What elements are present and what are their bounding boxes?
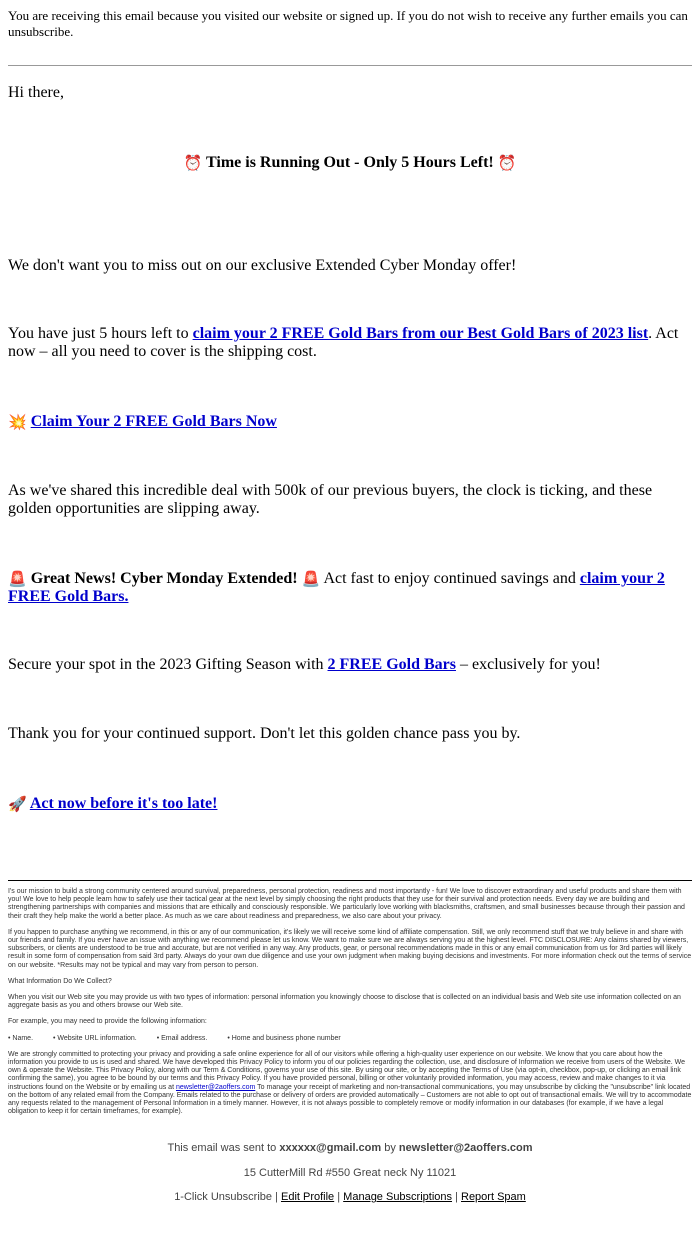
offer-paragraph [8,325,692,361]
sent-to-line [8,1141,692,1155]
alarm-clock-icon: ⏰ [183,156,203,172]
separator: | [272,1191,281,1203]
thanks-paragraph: Thank you for your continued support. Don't let this golden chance pass you by. [8,725,521,742]
info-text: When you visit our Web site you may provide us with two types of information: personal information you knowingly choose to disclose that is collected on an individual basis and Web site use information collected on an aggregate basis as you and others browse our Web site. [8,994,681,1010]
recipient-email: xxxxxx@gmail.com [279,1142,382,1154]
headline [8,153,692,173]
claim-now-link[interactable]: Claim Your 2 FREE Gold Bars Now [30,413,277,430]
legal-section [8,888,692,1124]
sent-by: by [381,1142,399,1154]
intro-paragraph: We don't want you to miss out on our exclusive Extended Cyber Monday offer! [8,257,517,274]
header-divider [8,65,692,66]
free-gold-bars-link[interactable]: 2 FREE Gold Bars [327,656,456,673]
cta-act-now [8,795,692,813]
separator: | [452,1191,461,1203]
newsletter-email-link[interactable]: newsletter@2aoffers.com [175,1083,256,1091]
unsubscribe-notice: You are receiving this email because you visited our website or signed up. If you do not wish to receive any further emails you can unsubscribe. [8,8,688,39]
info-list [8,1035,692,1043]
sparkle-icon: 💥 [8,415,27,431]
list-item: • Name. [8,1034,34,1042]
headline-text: Time is Running Out - Only 5 Hours Left! [205,154,494,171]
mission-text: I's our mission to build a strong community centered around survival, preparedness, personal protection, readiness and most importantly - fun! We love to discover extraordinary and useful products and share them with you! We love to help people learn how to safely use their tactical gear at the next level by simply choosing the right products that they use for their survival and protection needs. Every day we are building and strengthening partnerships with companies and missions that are ethically and consciously responsible. We particularly love working with blacksmiths, craftsmen, and small businesses because through their passion and their craft they help make the world a better place. As much as we care about readiness and preparedness, we also care about your privacy. [8,888,685,920]
list-item: • Home and business phone number [227,1034,341,1042]
offer-text-after: . Act now – all you need to cover is the shipping cost. [8,325,679,360]
claim-gold-bars-link[interactable]: claim your 2 FREE Gold Bars from our Best Gold Bars of 2023 list [192,325,649,342]
extended-text: Act fast to enjoy continued savings and [320,570,580,587]
extended-paragraph [8,570,692,606]
rocket-icon: 🚀 [8,797,27,813]
siren-icon: 🚨 [8,572,27,588]
gifting-text-after: – exclusively for you! [455,656,601,673]
cta-claim-now [8,413,692,431]
privacy-text-after: To manage your receipt of marketing and non-transactional communications, you may unsubscribe by clicking the "unsubscribe" link located on the bottom of any related email from the Company. Emails related to the purchase or delivery of orders are provided automatically – Customers are not able to opt out of transactional emails. We will try to accommodate any requests related to the management of Personal Information in a timely manner. However, it is not always possible to completely remove or modify information in our databases (for example, if we have a legal obligation to keep it for certain timeframes, for example). [8,1083,692,1116]
alarm-clock-icon: ⏰ [497,156,517,172]
one-click-unsubscribe[interactable]: 1-Click Unsubscribe [174,1191,272,1203]
claim-gold-bars-link-2[interactable]: claim your 2 FREE Gold Bars. [8,570,665,605]
edit-profile-link[interactable]: Edit Profile [280,1191,335,1203]
greeting: Hi there, [8,84,64,101]
legal-divider [8,880,692,881]
gifting-paragraph [8,656,692,674]
manage-subscriptions-link[interactable]: Manage Subscriptions [343,1191,453,1203]
privacy-text-before: We are strongly committed to protecting your privacy and providing a safe online experience for all of our visitors while offering a high-quality user experience on our website. We know that you care about how the information you provide to us is used and shared. We have developed this Privacy Policy to inform you of our policies regarding the collection, use, and disclosure of Information we receive from users of the Website. We own & operate the Website. This Privacy Policy, along with our Term & Conditions, governs your use of this site. By using our site, or by accepting the Terms of Use (via opt-in, checkbox, pop-up, or clicking an email link confirming the same), you agree to be bound by our terms and this Privacy Policy. If you have provided personal, billing or other voluntarily provided information, you may access, review and make changes to it via instructions found on the Website or by emailing us at [8,1050,686,1091]
urgency-paragraph: As we've shared this incredible deal with 500k of our previous buyers, the clock is ticking, and these golden opportunities are slipping away. [8,482,653,517]
privacy-policy-text [8,1051,692,1117]
sender-email: newsletter@2aoffers.com [398,1142,533,1154]
example-text: For example, you may need to provide the following information: [8,1018,207,1026]
postal-address: 15 CutterMill Rd #550 Great neck Ny 11021 [243,1167,457,1179]
affiliate-disclosure: If you happen to purchase anything we recommend, in this or any of our communication, it's likely we will receive some kind of affiliate compensation. Still, we only recommend stuff that we truly believe in and share with our friends and family. If you ever have an issue with anything we recommend please let us know. We want to make sure we are always serving you at the highest level. FTC DISCLOSURE: Any claims shared by viewers, subscribers, or clients are understood to be true and accurate, but are not verified in any way. Any products, gear, or personal recommendations made in this or any email communication from us for 3rd parties will likely result in some form of compensation from said 3rd party. Always do your own due diligence and use your own judgment when making buying decisions and investments. For more information check out the terms of service on our website. *Results may not be typical and may vary from person to person. [8,928,692,969]
info-heading: What Information Do We Collect? [8,977,112,985]
extended-heading: Great News! Cyber Monday Extended! [30,570,298,587]
act-now-link[interactable]: Act now before it's too late! [29,795,218,812]
gifting-text-before: Secure your spot in the 2023 Gifting Season with [8,656,328,673]
report-spam-link[interactable]: Report Spam [461,1191,526,1203]
offer-text-before: You have just 5 hours left to [8,325,193,342]
list-item: • Website URL information. [52,1034,137,1042]
siren-icon: 🚨 [301,572,321,588]
separator: | [334,1191,344,1203]
list-item: • Email address. [156,1034,208,1042]
sent-prefix: This email was sent to [167,1142,280,1154]
footer-links [8,1190,692,1204]
